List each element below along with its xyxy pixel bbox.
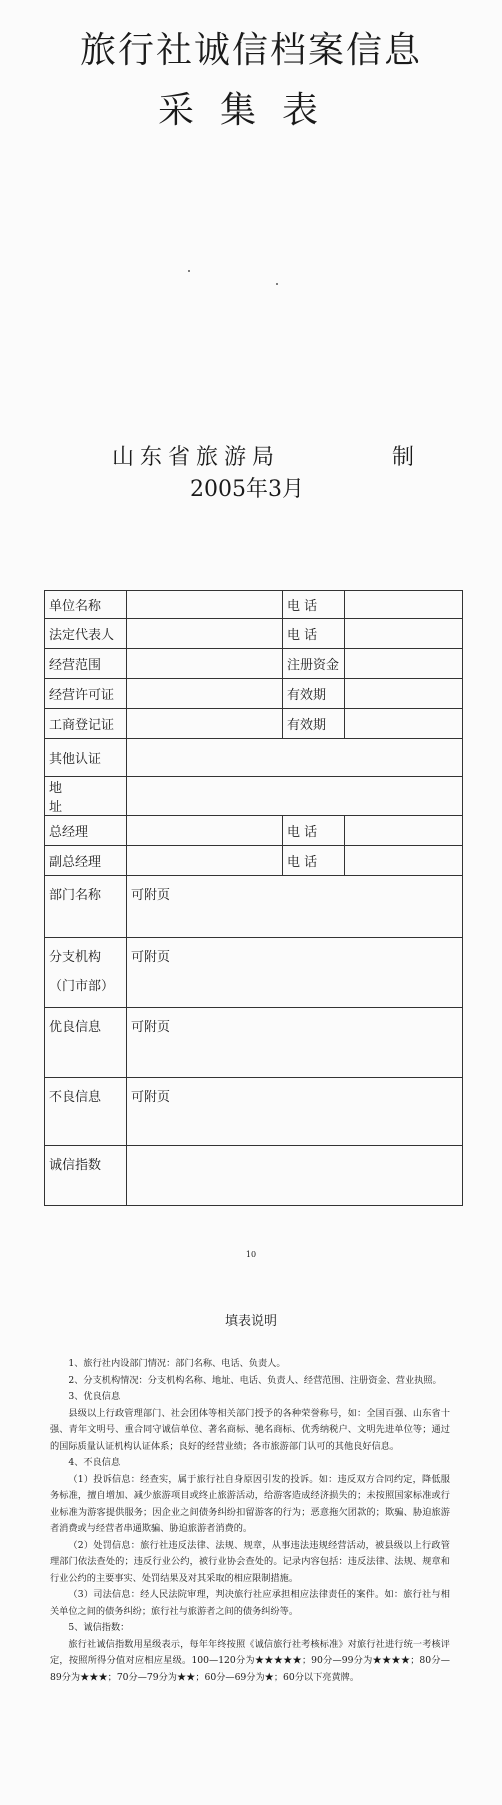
form-section-row xyxy=(45,1008,463,1078)
section-content[interactable] xyxy=(127,1146,463,1206)
notes-paragraph: 3、优良信息 xyxy=(68,1391,121,1402)
field-label: 经营范围 xyxy=(45,649,127,679)
field-label: 电 话 xyxy=(283,846,345,876)
form-row xyxy=(45,679,463,709)
issuer: 山东省旅游局 xyxy=(112,445,281,470)
notes-paragraph: 1、旅行社内设部门情况：部门名称、电话、负责人。 xyxy=(68,1358,286,1369)
section-label-sub: （门市部） xyxy=(49,979,115,994)
field-value[interactable] xyxy=(345,679,463,709)
field-label: 副总经理 xyxy=(45,846,127,876)
form-row xyxy=(45,846,463,876)
field-value[interactable] xyxy=(127,679,283,709)
field-value[interactable] xyxy=(345,619,463,649)
field-value[interactable] xyxy=(127,619,283,649)
section-label: 诚信指数 xyxy=(45,1146,127,1206)
notes-body xyxy=(50,1356,450,1686)
field-value[interactable] xyxy=(127,777,463,816)
form-section-row xyxy=(45,938,463,1008)
field-value[interactable] xyxy=(345,591,463,619)
field-label: 注册资金 xyxy=(283,649,345,679)
notes-title: 填表说明 xyxy=(224,1314,277,1329)
field-label: 总经理 xyxy=(45,816,127,846)
section-label: 优良信息 xyxy=(45,1008,127,1078)
field-value[interactable] xyxy=(127,591,283,619)
section-label: 不良信息 xyxy=(45,1078,127,1146)
field-value[interactable] xyxy=(345,709,463,739)
notes-paragraph: 5、诚信指数： xyxy=(68,1622,130,1633)
field-label: 其他认证 xyxy=(45,739,127,777)
field-value[interactable] xyxy=(127,709,283,739)
form-row xyxy=(45,816,463,846)
notes-paragraph: 旅行社诚信指数用星级表示，每年年终按照《诚信旅行社考核标准》对旅行社进行统一考核评定，按照所得分值对应相应星级。100—120分为★★★★★；90分—99分为★★★★；80分—89分为★★★；70分—79分为★★；60分—69分为★；60分以下亮黄牌。 xyxy=(50,1638,450,1683)
field-label: 经营许可证 xyxy=(45,679,127,709)
form-section-row xyxy=(45,876,463,938)
form-row xyxy=(45,739,463,777)
field-label: 电 话 xyxy=(283,816,345,846)
field-value[interactable] xyxy=(345,816,463,846)
field-label: 法定代表人 xyxy=(45,619,127,649)
notes-paragraph: （3）司法信息：经人民法院审理，判决旅行社应承担相应法律责任的案件。如：旅行社与相关单位之间的债务纠纷；旅行社与旅游者之间的债务纠纷等。 xyxy=(50,1589,450,1617)
form-row xyxy=(45,777,463,816)
field-label: 电 话 xyxy=(283,591,345,619)
field-value[interactable] xyxy=(127,739,463,777)
field-value[interactable] xyxy=(127,649,283,679)
document-title-line2: 采集表 xyxy=(157,90,344,131)
document-title-line1: 旅行社诚信档案信息 xyxy=(79,30,422,71)
section-label-main: 分支机构 xyxy=(49,950,102,965)
field-label: 电 话 xyxy=(283,619,345,649)
form-row xyxy=(45,649,463,679)
form-row xyxy=(45,619,463,649)
notes-paragraph: （1）投诉信息：经查实，属于旅行社自身原因引发的投诉。如：违反双方合同约定，降低服务标准，擅自增加、减少旅游项目或终止旅游活动，给游客造成经济损失的；未按照国家标准或行业标准为游客提供服务；因企业之间债务纠纷扣留游客的行为；恶意拖欠团款的；欺骗、胁迫旅游者消费或与经营者串通欺骗、胁迫旅游者消费的。 xyxy=(50,1473,450,1534)
section-label xyxy=(45,938,127,1008)
notes-paragraph: 2、分支机构情况：分支机构名称、地址、电话、负责人、经营范围、注册资金、营业执照。 xyxy=(68,1374,442,1386)
notes-paragraph: 县级以上行政管理部门、社会团体等相关部门授予的各种荣誉称号，如：全国百强、山东省十强、青年文明号、重合同守诚信单位、著名商标、驰名商标、优秀纳税户、文明先进单位等；通过的国际质量认证机构认证体系；良好的经营业绩；各市旅游部门认可的其他良好信息。 xyxy=(50,1407,450,1452)
info-collection-form xyxy=(44,590,463,1206)
field-label: 单位名称 xyxy=(45,591,127,619)
issuer-suffix: 制 xyxy=(392,445,415,470)
field-value[interactable] xyxy=(345,649,463,679)
field-value[interactable] xyxy=(127,816,283,846)
field-label: 工商登记证 xyxy=(45,709,127,739)
section-content[interactable]: 可附页 xyxy=(127,1078,463,1146)
scan-speck xyxy=(188,270,190,272)
field-label: 地 址 xyxy=(45,777,127,816)
form-row xyxy=(45,591,463,619)
form-row xyxy=(45,709,463,739)
field-value[interactable] xyxy=(127,846,283,876)
field-label: 有效期 xyxy=(283,709,345,739)
field-label: 有效期 xyxy=(283,679,345,709)
page-number: 10 xyxy=(245,1250,257,1259)
notes-paragraph: （2）处罚信息：旅行社违反法律、法规、规章，从事违法违规经营活动，被县级以上行政管理部门依法查处的；违反行业公约，被行业协会查处的。记录内容包括：违反法律、法规、规章和行业公约的主要事实、处罚结果及对其采取的相应限制措施。 xyxy=(50,1539,450,1584)
section-content[interactable]: 可附页 xyxy=(127,1008,463,1078)
form-section-row xyxy=(45,1078,463,1146)
notes-paragraph: 4、不良信息 xyxy=(68,1457,121,1468)
scan-speck xyxy=(276,283,278,285)
section-label: 部门名称 xyxy=(45,876,127,938)
issue-date: 2005年3月 xyxy=(190,477,304,502)
section-content[interactable]: 可附页 xyxy=(127,876,463,938)
field-value[interactable] xyxy=(345,846,463,876)
section-content[interactable]: 可附页 xyxy=(127,938,463,1008)
form-section-row xyxy=(45,1146,463,1206)
